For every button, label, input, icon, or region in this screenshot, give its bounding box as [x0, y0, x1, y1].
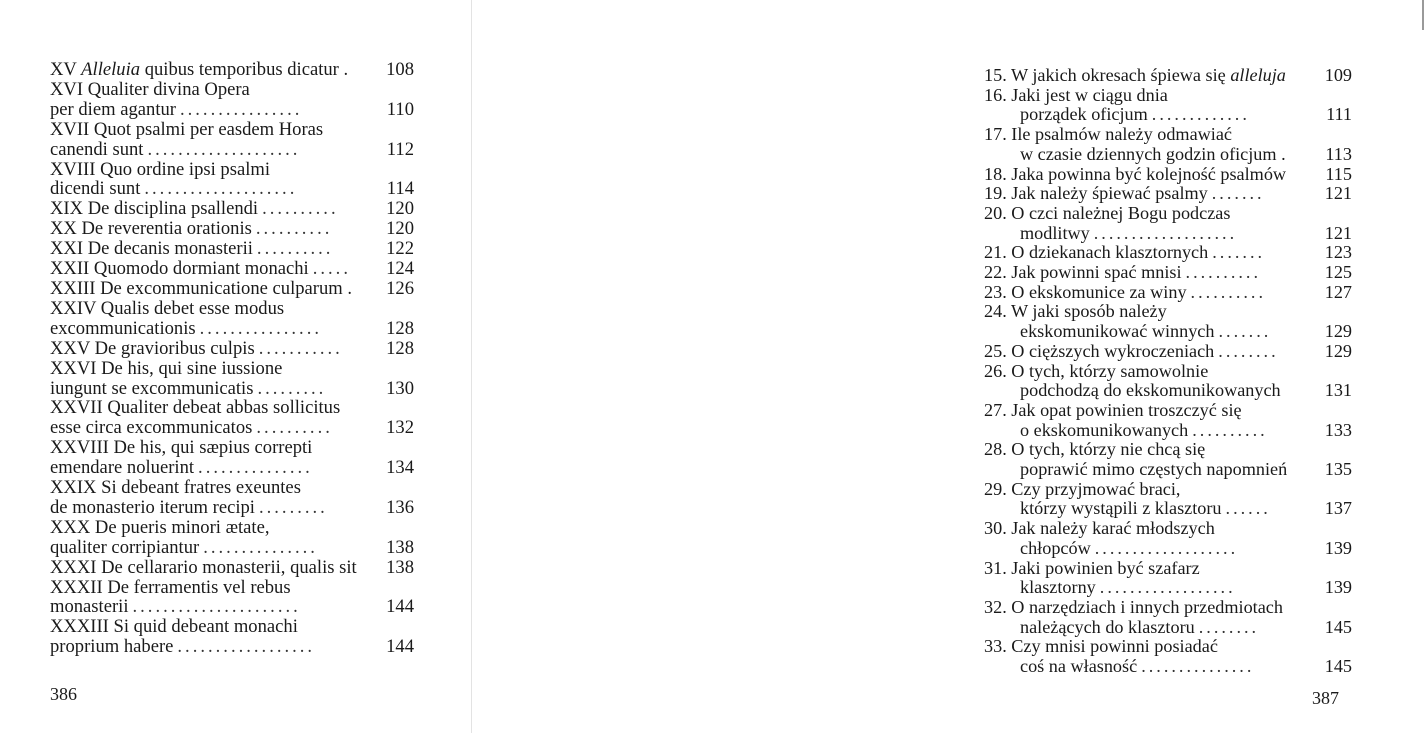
entry-title: iungunt se excommunicatis: [50, 377, 254, 399]
entry-title: dicendi sunt: [50, 178, 141, 200]
entry-title: monasterii: [50, 596, 129, 618]
entry-page-number: 113: [1325, 143, 1352, 164]
toc-entry: [984, 243, 1352, 263]
toc-list-polish: [984, 66, 1352, 677]
toc-entry: [50, 199, 414, 219]
dot-leader: ....................: [144, 178, 298, 200]
toc-entry: [984, 421, 1352, 441]
entry-title: XVI Qualiter divina Opera: [50, 78, 250, 100]
entry-page-number: 126: [386, 277, 414, 299]
page-number-right: 387: [1312, 688, 1339, 708]
entry-title: 29. Czy przyjmować braci,: [984, 478, 1181, 499]
entry-title: 31. Jaki powinien być szafarz: [984, 557, 1200, 578]
entry-title: XIX De disciplina psallendi: [50, 198, 259, 220]
dot-leader: ...........: [258, 337, 343, 359]
entry-title: XXVI De his, qui sine iussione: [50, 357, 283, 379]
dot-leader: ......: [1225, 498, 1271, 519]
dot-leader: ..........: [1185, 262, 1261, 283]
toc-entry: [50, 597, 414, 617]
toc-entry: [50, 259, 414, 279]
dot-leader: .............: [1151, 104, 1250, 125]
entry-page-number: 134: [386, 457, 414, 479]
entry-page-number: 138: [386, 556, 414, 578]
dot-leader: ........: [1218, 340, 1279, 361]
entry-title: o ekskomunikowanych: [1020, 419, 1189, 440]
dot-leader: ..........: [262, 198, 339, 220]
toc-entry: [50, 538, 414, 558]
entry-title: 22. Jak powinni spać mnisi: [984, 262, 1182, 283]
entry-page-number: 111: [1326, 104, 1352, 125]
toc-entry: [984, 165, 1352, 185]
toc-entry: [984, 460, 1352, 480]
dot-leader: ........: [1198, 616, 1260, 637]
entry-page-number: 145: [1324, 656, 1352, 677]
entry-title: 19. Jak należy śpiewać psalmy: [984, 183, 1208, 204]
entry-title: [50, 558, 357, 578]
toc-entry: [984, 342, 1352, 362]
dot-leader: ..................: [1099, 577, 1236, 598]
entry-title: XXVII Qualiter debeat abbas sollicitus: [50, 397, 341, 419]
entry-page-number: 129: [1324, 321, 1352, 342]
entry-title-part: XV: [50, 59, 82, 80]
entry-page-number: 121: [1324, 222, 1352, 243]
toc-entry: [984, 559, 1352, 579]
entry-page-number: 130: [386, 377, 414, 399]
toc-entry: [50, 120, 414, 140]
toc-entry: [50, 478, 414, 498]
toc-entry: [50, 140, 414, 160]
entry-title: 30. Jak należy karać młodszych: [984, 518, 1215, 539]
entry-title: XXXIII Si quid debeant monachi: [50, 616, 298, 638]
toc-entry: [984, 480, 1352, 500]
entry-title: [1020, 381, 1281, 401]
toc-entry: [984, 657, 1352, 677]
entry-title-part: XXXI De cellarario monasterii, qualis sit: [50, 556, 357, 578]
left-page: [0, 0, 470, 733]
toc-entry: [50, 160, 414, 180]
entry-title: chłopców: [1020, 537, 1091, 558]
dot-leader: ..........: [255, 218, 333, 240]
entry-title-italic: alleluja: [1230, 65, 1286, 85]
dot-leader: ...................: [1094, 537, 1239, 558]
entry-title: 33. Czy mnisi powinni posiadać: [984, 636, 1218, 657]
entry-title: 23. O ekskomunice za winy: [984, 281, 1187, 302]
entry-title: emendare noluerint: [50, 457, 195, 479]
entry-title: należących do klasztoru: [1020, 616, 1195, 637]
entry-page-number: 132: [386, 417, 414, 439]
dot-leader: ..........: [256, 238, 334, 260]
dot-leader: ...................: [1093, 222, 1238, 243]
entry-page-number: 114: [386, 178, 414, 200]
dot-leader: ................: [199, 317, 322, 339]
entry-title: XXVIII De his, qui sæpius correpti: [50, 437, 313, 459]
entry-title: XXX De pueris minori ætate,: [50, 516, 270, 538]
toc-entry: [50, 100, 414, 120]
entry-page-number: 112: [386, 138, 414, 160]
toc-entry: [50, 418, 414, 438]
entry-page-number: 120: [386, 198, 414, 220]
toc-entry: [984, 224, 1352, 244]
dot-leader: .......: [1218, 321, 1272, 342]
entry-title-part: 18. Jaka powinna być kolejność psalmów: [984, 163, 1287, 184]
entry-page-number: 135: [1324, 459, 1352, 480]
entry-title: 20. O czci należnej Bogu podczas: [984, 202, 1231, 223]
toc-entry: [50, 637, 414, 657]
entry-title-italic: Alleluia: [81, 59, 141, 80]
entry-title: 17. Ile psalmów należy odmawiać: [984, 124, 1232, 145]
entry-title: proprium habere: [50, 636, 174, 658]
toc-entry: [984, 618, 1352, 638]
toc-entry: [50, 518, 414, 538]
toc-entry: [50, 219, 414, 239]
dot-leader: ......................: [132, 596, 301, 618]
entry-title: 26. O tych, którzy samowolnie: [984, 360, 1209, 381]
entry-page-number: 124: [386, 258, 414, 280]
toc-entry: [984, 539, 1352, 559]
entry-title: w czasie dziennych godzin oficjum .: [1020, 143, 1286, 164]
entry-title: [984, 165, 1286, 185]
entry-title: ekskomunikować winnych: [1020, 321, 1215, 342]
entry-title: XXI De decanis monasterii: [50, 238, 253, 260]
entry-title: 27. Jak opat powinien troszczyć się: [984, 399, 1242, 420]
toc-entry: [984, 145, 1352, 165]
dot-leader: ...............: [198, 457, 313, 479]
entry-title: XX De reverentia orationis: [50, 218, 252, 240]
toc-entry: [984, 66, 1352, 86]
toc-entry: [50, 279, 414, 299]
toc-entry: [50, 458, 414, 478]
entry-title: 16. Jaki jest w ciągu dnia: [984, 84, 1168, 105]
toc-entry: [50, 299, 414, 319]
dot-leader: ..................: [177, 636, 316, 658]
toc-entry: [984, 204, 1352, 224]
entry-title: [50, 279, 352, 299]
entry-title: XXV De gravioribus culpis: [50, 337, 255, 359]
toc-entry: [984, 86, 1352, 106]
entry-page-number: 109: [1324, 65, 1352, 85]
entry-title: 25. O cięższych wykroczeniach: [984, 340, 1215, 361]
entry-title: 28. O tych, którzy nie chcą się: [984, 439, 1206, 460]
toc-entry: [984, 519, 1352, 539]
entry-title: 32. O narzędziach i innych przedmiotach: [984, 596, 1283, 617]
entry-page-number: 120: [386, 218, 414, 240]
dot-leader: ...............: [1141, 656, 1255, 677]
entry-page-number: 144: [386, 596, 414, 618]
entry-title: excommunicationis: [50, 317, 196, 339]
dot-leader: ..........: [256, 417, 333, 439]
entry-title: [984, 66, 1286, 86]
entry-title: porządek oficjum: [1020, 104, 1148, 125]
toc-entry: [984, 283, 1352, 303]
toc-entry: [984, 401, 1352, 421]
toc-entry: [50, 438, 414, 458]
dot-leader: .........: [257, 377, 327, 399]
entry-page-number: 121: [1324, 183, 1352, 204]
entry-page-number: 125: [1324, 262, 1352, 283]
entry-title: XXIX Si debeant fratres exeuntes: [50, 477, 301, 499]
toc-entry: [50, 578, 414, 598]
page-number-left: 386: [50, 684, 77, 704]
entry-title: canendi sunt: [50, 138, 144, 160]
entry-page-number: 139: [1324, 537, 1352, 558]
dot-leader: ..........: [1190, 281, 1267, 302]
right-page: [470, 0, 1352, 733]
entry-title: XVII Quot psalmi per easdem Horas: [50, 118, 324, 140]
entry-title: per diem agantur: [50, 98, 176, 120]
entry-title: 21. O dziekanach klasztornych: [984, 242, 1209, 263]
entry-page-number: 131: [1324, 380, 1352, 401]
toc-entry: [50, 498, 414, 518]
toc-entry: [984, 302, 1352, 322]
entry-title: XXIV Qualis debet esse modus: [50, 297, 285, 319]
toc-entry: [984, 105, 1352, 125]
entry-title: coś na własność: [1020, 656, 1138, 677]
dot-leader: .........: [258, 496, 328, 518]
toc-entry: [984, 381, 1352, 401]
toc-entry: [50, 359, 414, 379]
entry-page-number: 129: [1324, 340, 1352, 361]
toc-list-latin: [50, 60, 414, 657]
entry-title: [1020, 460, 1287, 480]
entry-title: XXXII De ferramentis vel rebus: [50, 576, 291, 598]
entry-title: XXII Quomodo dormiant monachi: [50, 258, 309, 280]
toc-entry: [984, 125, 1352, 145]
toc-entry: [50, 80, 414, 100]
entry-page-number: 128: [386, 317, 414, 339]
entry-page-number: 123: [1324, 242, 1352, 263]
entry-title: 24. W jaki sposób należy: [984, 301, 1167, 322]
toc-entry: [984, 184, 1352, 204]
entry-title-part: quibus temporibus dicatur .: [140, 59, 349, 80]
toc-entry: [50, 60, 414, 80]
entry-page-number: 137: [1324, 498, 1352, 519]
entry-page-number: 108: [386, 59, 414, 80]
entry-page-number: 144: [386, 636, 414, 658]
toc-entry: [984, 322, 1352, 342]
entry-title: XVIII Quo ordine ipsi psalmi: [50, 158, 270, 180]
entry-title: modlitwy: [1020, 222, 1090, 243]
entry-page-number: 127: [1324, 281, 1352, 302]
dot-leader: ..........: [1192, 419, 1268, 440]
dot-leader: ................: [179, 98, 303, 120]
entry-title-part: poprawić mimo częstych napomnień: [1020, 459, 1288, 480]
toc-entry: [50, 558, 414, 578]
entry-title-part: podchodzą do ekskomunikowanych: [1020, 380, 1281, 401]
toc-entry: [50, 398, 414, 418]
toc-entry: [984, 362, 1352, 382]
dot-leader: ....................: [147, 138, 301, 160]
entry-page-number: 128: [386, 337, 414, 359]
toc-entry: [984, 440, 1352, 460]
toc-entry: [984, 578, 1352, 598]
entry-page-number: 138: [386, 536, 414, 558]
toc-entry: [984, 263, 1352, 283]
entry-page-number: 145: [1324, 616, 1352, 637]
entry-title: [50, 60, 348, 80]
entry-title: qualiter corripiantur: [50, 536, 200, 558]
dot-leader: .......: [1212, 242, 1266, 263]
toc-entry: [50, 379, 414, 399]
dot-leader: .....: [312, 258, 351, 280]
toc-entry: [984, 637, 1352, 657]
entry-title: esse circa excommunicatos: [50, 417, 253, 439]
toc-entry: [50, 179, 414, 199]
entry-page-number: 139: [1324, 577, 1352, 598]
toc-entry: [50, 339, 414, 359]
entry-title-part: 15. W jakich okresach śpiewa się: [984, 65, 1231, 85]
entry-page-number: 110: [386, 98, 414, 120]
dot-leader: .......: [1211, 183, 1265, 204]
toc-entry: [984, 598, 1352, 618]
dot-leader: ...............: [203, 536, 318, 558]
toc-entry: [984, 499, 1352, 519]
entry-page-number: 115: [1325, 163, 1352, 184]
toc-entry: [50, 617, 414, 637]
entry-title: klasztorny: [1020, 577, 1096, 598]
entry-page-number: 136: [386, 496, 414, 518]
entry-title-part: XXIII De excommunicatione culparum .: [50, 277, 353, 299]
entry-title: de monasterio iterum recipi: [50, 496, 255, 518]
toc-entry: [50, 319, 414, 339]
toc-entry: [50, 239, 414, 259]
entry-page-number: 122: [386, 238, 414, 260]
entry-page-number: 133: [1324, 419, 1352, 440]
entry-title: którzy wystąpili z klasztoru: [1020, 498, 1222, 519]
